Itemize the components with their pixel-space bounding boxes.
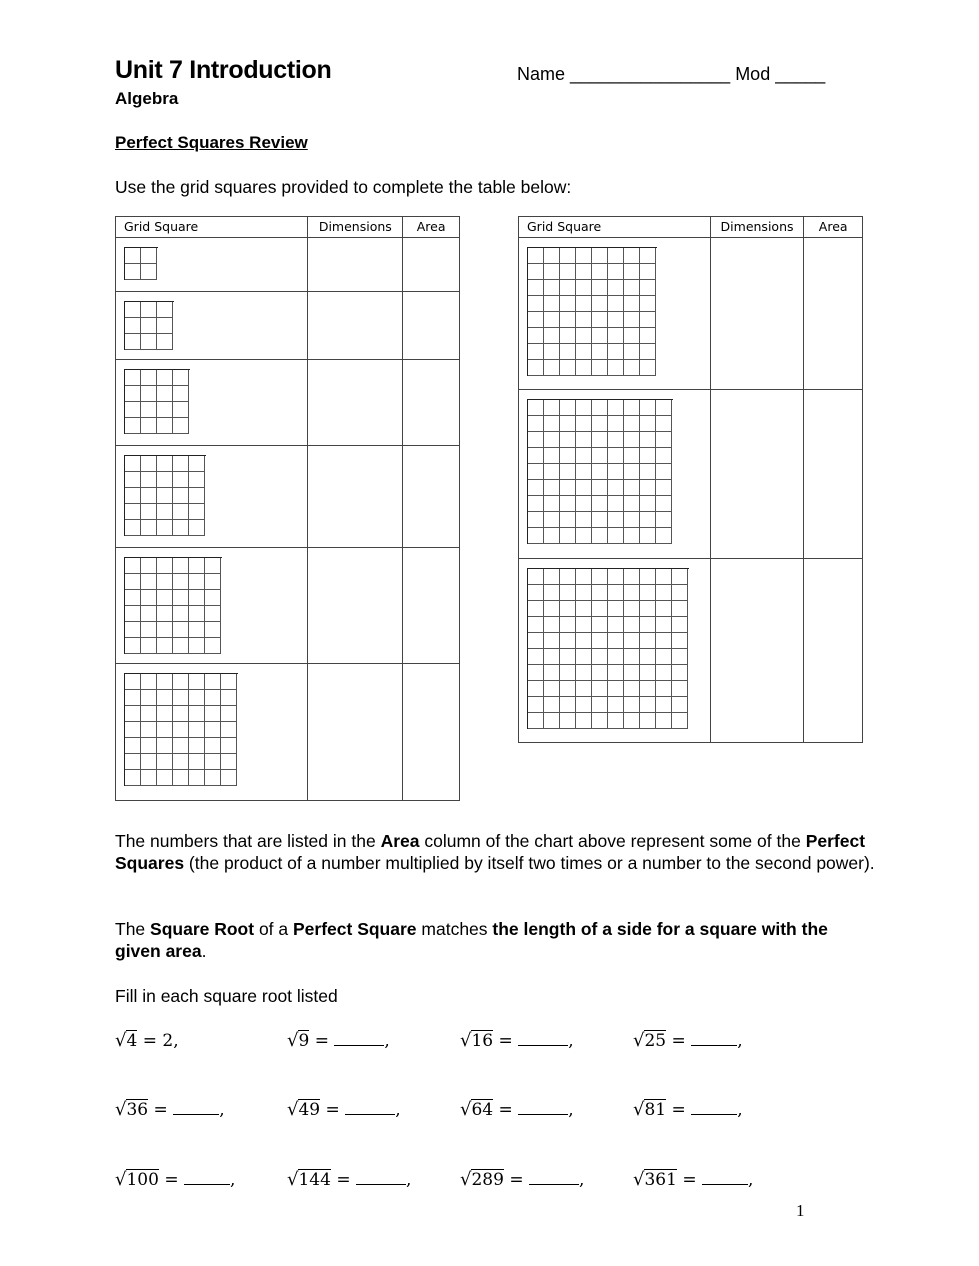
radicand: 25 — [644, 1031, 667, 1051]
table-row — [116, 664, 460, 801]
square-root-item: √64 = , — [460, 1099, 574, 1120]
dimensions-cell[interactable] — [308, 548, 403, 664]
area-cell[interactable] — [804, 390, 863, 559]
radicand: 9 — [298, 1031, 310, 1051]
square-root-item: √289 = , — [460, 1169, 585, 1190]
subject-label: Algebra — [115, 89, 179, 108]
instructions: Use the grid squares provided to complete the table below: — [115, 177, 572, 197]
answer-blank[interactable] — [173, 1099, 219, 1115]
table-row — [116, 360, 460, 446]
square-root-item: √9 = , — [287, 1030, 390, 1051]
square-root-item: √144 = , — [287, 1169, 412, 1190]
grid-square-10x10 — [527, 568, 689, 729]
radicand: 144 — [298, 1170, 331, 1190]
dimensions-cell[interactable] — [710, 559, 804, 743]
radical-icon: √16 — [460, 1030, 494, 1051]
radical-icon: √81 — [633, 1099, 667, 1120]
dimensions-cell[interactable] — [308, 238, 403, 292]
name-mod-field[interactable]: Name ________________ Mod _____ — [517, 64, 826, 84]
left-grid-table — [115, 216, 460, 801]
area-cell[interactable] — [403, 292, 460, 360]
grid-square-3x3 — [124, 301, 174, 350]
radicand: 36 — [126, 1100, 149, 1120]
dimensions-cell[interactable] — [308, 360, 403, 446]
radical-icon: √25 — [633, 1030, 667, 1051]
dimensions-cell[interactable] — [308, 664, 403, 801]
answer-blank[interactable] — [702, 1169, 748, 1185]
header-area: Area — [804, 217, 863, 238]
table-row — [116, 446, 460, 548]
table-row — [116, 548, 460, 664]
grid-square-5x5 — [124, 455, 206, 536]
square-root-item: √36 = , — [115, 1099, 225, 1120]
grid-square-4x4 — [124, 369, 190, 434]
area-cell[interactable] — [403, 664, 460, 801]
answer-blank[interactable] — [518, 1030, 568, 1046]
header-grid-square: Grid Square — [519, 217, 711, 238]
radical-icon: √289 — [460, 1169, 504, 1190]
radicand: 4 — [126, 1031, 138, 1051]
dimensions-cell[interactable] — [308, 446, 403, 548]
radicand: 64 — [471, 1100, 494, 1120]
area-cell[interactable] — [403, 238, 460, 292]
perfect-squares-paragraph: The numbers that are listed in the Area column of the chart above represent some of the Perfect Squares (the product of a number multiplied by itself two times or a number to the second power). — [115, 831, 875, 873]
radicand: 81 — [644, 1100, 667, 1120]
radical-icon: √100 — [115, 1169, 159, 1190]
grid-square-cell — [519, 390, 711, 559]
grid-square-cell — [116, 360, 308, 446]
radical-icon: √9 — [287, 1030, 310, 1051]
area-cell[interactable] — [804, 559, 863, 743]
header-area: Area — [403, 217, 460, 238]
answer-blank[interactable] — [345, 1099, 395, 1115]
fill-instruction: Fill in each square root listed — [115, 986, 338, 1006]
square-root-item: √4 = 2, — [115, 1030, 179, 1051]
grid-square-6x6 — [124, 557, 222, 654]
grid-square-cell — [116, 292, 308, 360]
grid-square-cell — [116, 664, 308, 801]
radical-icon: √36 — [115, 1099, 149, 1120]
radicand: 49 — [298, 1100, 321, 1120]
radicand: 289 — [471, 1170, 504, 1190]
answer-blank[interactable] — [356, 1169, 406, 1185]
square-root-item: √81 = , — [633, 1099, 743, 1120]
page-title: Unit 7 Introduction — [115, 56, 332, 84]
answer-blank[interactable] — [334, 1030, 384, 1046]
area-cell[interactable] — [403, 446, 460, 548]
header-grid-square: Grid Square — [116, 217, 308, 238]
radical-icon: √144 — [287, 1169, 331, 1190]
grid-square-cell — [519, 238, 711, 390]
grid-square-cell — [116, 238, 308, 292]
square-root-item: √49 = , — [287, 1099, 401, 1120]
square-root-item: √361 = , — [633, 1169, 754, 1190]
header-dimensions: Dimensions — [308, 217, 403, 238]
dimensions-cell[interactable] — [308, 292, 403, 360]
grid-square-cell — [519, 559, 711, 743]
table-row — [116, 292, 460, 360]
page-number: 1 — [796, 1201, 805, 1220]
answer-blank[interactable] — [184, 1169, 230, 1185]
area-cell[interactable] — [804, 238, 863, 390]
radicand: 100 — [126, 1170, 159, 1190]
dimensions-cell[interactable] — [710, 390, 804, 559]
answer-value: 2 — [162, 1031, 174, 1051]
radicand: 16 — [471, 1031, 494, 1051]
square-root-item: √16 = , — [460, 1030, 574, 1051]
radical-icon: √64 — [460, 1099, 494, 1120]
answer-blank[interactable] — [691, 1099, 737, 1115]
table-row — [116, 238, 460, 292]
grid-square-cell — [116, 446, 308, 548]
grid-square-2x2 — [124, 247, 158, 280]
grid-square-7x7 — [124, 673, 238, 786]
answer-blank[interactable] — [518, 1099, 568, 1115]
area-cell[interactable] — [403, 548, 460, 664]
section-title: Perfect Squares Review — [115, 133, 308, 152]
grid-square-cell — [116, 548, 308, 664]
square-root-paragraph: The Square Root of a Perfect Square matches the length of a side for a square with the given area. — [115, 919, 828, 961]
dimensions-cell[interactable] — [710, 238, 804, 390]
area-cell[interactable] — [403, 360, 460, 446]
grid-square-9x9 — [527, 399, 673, 544]
radical-icon: √361 — [633, 1169, 677, 1190]
table-row — [519, 390, 863, 559]
square-root-item: √100 = , — [115, 1169, 236, 1190]
radical-icon: √4 — [115, 1030, 138, 1051]
square-root-item: √25 = , — [633, 1030, 743, 1051]
header-dimensions: Dimensions — [710, 217, 804, 238]
answer-blank[interactable] — [529, 1169, 579, 1185]
table-row — [519, 559, 863, 743]
table-row — [519, 238, 863, 390]
grid-square-8x8 — [527, 247, 657, 376]
radicand: 361 — [644, 1170, 677, 1190]
answer-blank[interactable] — [691, 1030, 737, 1046]
right-grid-table — [518, 216, 863, 743]
radical-icon: √49 — [287, 1099, 321, 1120]
